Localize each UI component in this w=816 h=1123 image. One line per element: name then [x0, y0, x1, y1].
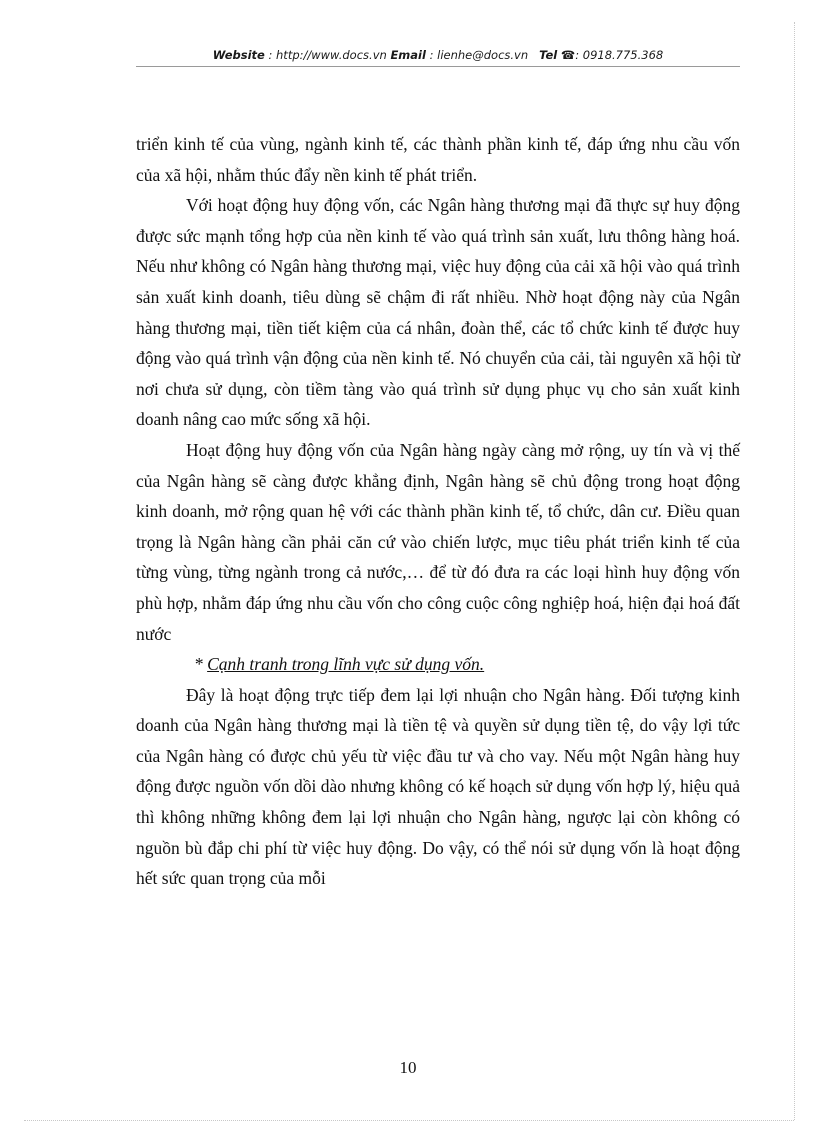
- email-value[interactable]: lienhe@docs.vn: [437, 48, 529, 62]
- website-label: Website: [212, 48, 265, 62]
- heading-bullet: *: [194, 654, 208, 675]
- email-separator: :: [425, 48, 438, 62]
- document-body: [136, 129, 740, 894]
- tel-label: Tel: [539, 48, 558, 62]
- paragraph: Với hoạt động huy động vốn, các Ngân hàng thương mại đã thực sự huy động được sức mạnh tổng hợp của nền kinh tế vào quá trình sản xuất, lưu thông hàng hoá. Nếu như không có Ngân hàng thương mại, việc huy động của cải xã hội vào quá trình sản xuất kinh doanh, tiêu dùng sẽ chậm đi rất nhiều. Nhờ hoạt động này của Ngân hàng thương mại, tiền tiết kiệm của cá nhân, đoàn thể, các tổ chức kinh tế được huy động vào quá trình vận động của nền kinh tế. Nó chuyển của cải, tài nguyên xã hội từ nơi chưa sử dụng, còn tiềm tàng vào quá trình sử dụng phục vụ cho sản xuất kinh doanh nâng cao mức sống xã hội.: [136, 195, 740, 430]
- page-number: 10: [399, 1058, 417, 1077]
- page-border-bottom: [24, 1120, 794, 1121]
- section-heading: [136, 649, 740, 680]
- page-header: [136, 48, 740, 62]
- paragraph-continuation: triển kinh tế của vùng, ngành kinh tế, các thành phần kinh tế, đáp ứng nhu cầu vốn của xã hội, nhằm thúc đẩy nền kinh tế phát triển.: [136, 134, 740, 185]
- page-border-right: [794, 22, 795, 1120]
- heading-text: Cạnh tranh trong lĩnh vực sử dụng vốn.: [207, 654, 485, 675]
- tel-value: : 0918.775.368: [575, 48, 664, 62]
- phone-icon: ☎: [560, 48, 576, 62]
- email-label: Email: [390, 48, 426, 62]
- paragraph: Đây là hoạt động trực tiếp đem lại lợi nhuận cho Ngân hàng. Đối tượng kinh doanh của Ngân hàng thương mại là tiền tệ và quyền sử dụng tiền tệ, do vậy lợi tức của Ngân hàng có được chủ yếu từ việc đầu tư và cho vay. Nếu một Ngân hàng huy động được nguồn vốn dồi dào nhưng không có kế hoạch sử dụng vốn hợp lý, hiệu quả thì không những không đem lại lợi nhuận cho Ngân hàng, ngược lại còn không có nguồn bù đắp chi phí từ việc huy động. Do vậy, có thể nói sử dụng vốn là hoạt động hết sức quan trọng của mỗi: [136, 684, 740, 889]
- website-url[interactable]: http://www.docs.vn: [276, 48, 387, 62]
- website-separator: :: [264, 48, 277, 62]
- paragraph: Hoạt động huy động vốn của Ngân hàng ngày càng mở rộng, uy tín và vị thế của Ngân hàng sẽ càng được khẳng định, Ngân hàng sẽ chủ động trong hoạt động kinh doanh, mở rộng quan hệ với các thành phần kinh tế, tổ chức, dân cư. Điều quan trọng là Ngân hàng cần phải căn cứ vào chiến lược, mục tiêu phát triển kinh tế của từng vùng, từng ngành trong cả nước,… để từ đó đưa ra các loại hình huy động vốn phù hợp, nhằm đáp ứng nhu cầu vốn cho công cuộc công nghiệp hoá, hiện đại hoá đất nước: [136, 439, 740, 644]
- header-divider: [136, 66, 740, 67]
